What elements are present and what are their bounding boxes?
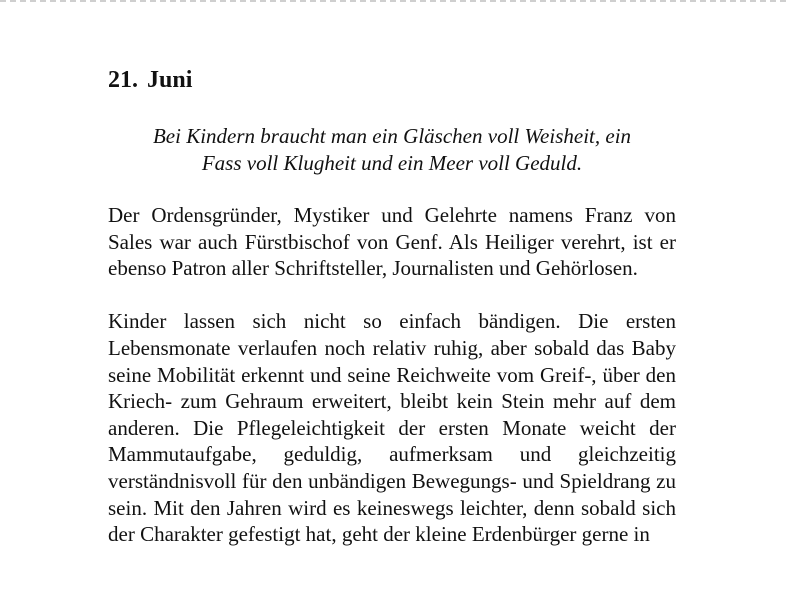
paragraph-children: Kinder lassen sich nicht so einfach bändigen. Die ersten Lebensmonate verlaufen noch relativ ruhig, aber sobald das Baby seine Mobilität erkennt und seine Reichweite vom Greif-, über den Kriech- zum Gehraum erweitert, bleibt kein Stein mehr auf dem anderen. Die Pflegeleichtigkeit der ersten Monate weicht der Mammutaufgabe, geduldig, aufmerksam und gleichzeitig verständnisvoll für den unbändigen Bewegungs- und Spieldrang zu sein. Mit den Jahren wird es keineswegs leichter, denn sobald sich der Charakter gefestigt hat, geht der kleine Erdenbürger gerne in bbox=[108, 309, 676, 547]
paragraph-saint: Der Ordensgründer, Mystiker und Gelehrte namens Franz von Sales war auch Fürstbischof von Genf. Als Heiliger verehrt, ist er ebenso Patron aller Schriftsteller, Journalisten und Gehörlosen. bbox=[108, 203, 676, 281]
motto-line: Bei Kindern braucht man ein Gläschen voll Weisheit, ein bbox=[152, 124, 632, 148]
page-top-edge bbox=[0, 0, 786, 2]
document-page bbox=[108, 64, 676, 548]
page-heading: 21. Juni bbox=[108, 67, 193, 93]
motto-line: Fass voll Klugheit und ein Meer voll Geduld. bbox=[201, 150, 583, 175]
motto-quote bbox=[108, 123, 676, 176]
